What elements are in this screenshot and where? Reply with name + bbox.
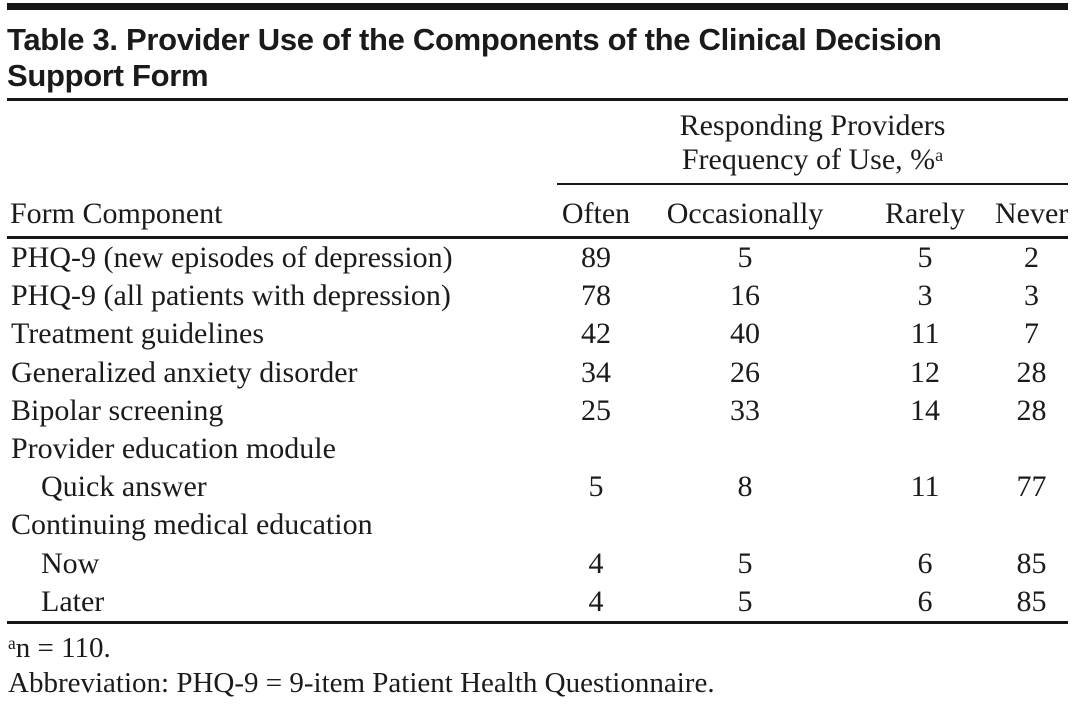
row-label: PHQ-9 (new episodes of depression) bbox=[11, 241, 453, 274]
cell-value bbox=[557, 506, 635, 544]
cell-value bbox=[855, 506, 995, 544]
cell-value bbox=[855, 430, 995, 468]
cell-value: 2 bbox=[1023, 241, 1039, 274]
spanner-footnote-marker: a bbox=[935, 144, 944, 165]
cell-value: 3 bbox=[1023, 279, 1039, 313]
cell-value: 77 bbox=[1016, 470, 1047, 504]
table-head bbox=[7, 101, 1068, 238]
table-row bbox=[7, 277, 1068, 315]
row-label: Later bbox=[41, 584, 105, 618]
table-title-line1: Table 3. Provider Use of the Components of the Clinical Decision bbox=[7, 22, 942, 57]
table-row bbox=[7, 354, 1068, 392]
row-label: Now bbox=[41, 546, 100, 580]
cell-value bbox=[635, 430, 855, 468]
column-group-spanner bbox=[557, 101, 1068, 184]
cell-value: 5 bbox=[917, 241, 933, 274]
cell-value: 16 bbox=[730, 279, 761, 313]
spanner-row bbox=[7, 101, 1068, 184]
cell-value: 3 bbox=[917, 279, 933, 313]
table-row bbox=[7, 392, 1068, 430]
footnote-n bbox=[7, 631, 1068, 666]
cell-value: 6 bbox=[917, 584, 933, 618]
footnote-abbreviation-text: Abbreviation: PHQ-9 = 9-item Patient Health Questionnaire. bbox=[8, 667, 715, 700]
cell-value: 8 bbox=[737, 470, 753, 504]
table-body bbox=[7, 238, 1068, 622]
row-label: PHQ-9 (all patients with depression) bbox=[11, 279, 451, 313]
table-row bbox=[7, 238, 1068, 278]
cell-value: 28 bbox=[1016, 393, 1047, 427]
cell-value: 42 bbox=[581, 317, 612, 351]
footnotes-block bbox=[7, 624, 1068, 706]
table-row bbox=[7, 545, 1068, 583]
table-title-line2: Support Form bbox=[7, 58, 209, 93]
footnote-marker-a: a bbox=[8, 633, 16, 654]
column-header-occasionally: Occasionally bbox=[635, 184, 855, 238]
cell-value: 11 bbox=[910, 470, 940, 504]
table-row bbox=[7, 468, 1068, 506]
table-row bbox=[7, 583, 1068, 621]
column-header-form-component: Form Component bbox=[7, 184, 557, 238]
cell-value: 85 bbox=[1016, 546, 1047, 580]
table-figure bbox=[7, 3, 1068, 706]
cell-value: 89 bbox=[581, 241, 612, 274]
spanner-line2 bbox=[557, 143, 1068, 177]
cell-value: 5 bbox=[737, 584, 753, 618]
cell-value: 7 bbox=[1023, 317, 1039, 351]
cell-value: 34 bbox=[581, 355, 612, 389]
column-header-row bbox=[7, 184, 1068, 238]
cell-value: 5 bbox=[737, 241, 753, 274]
cell-value bbox=[557, 430, 635, 468]
row-label: Quick answer bbox=[41, 470, 207, 504]
cell-value bbox=[635, 506, 855, 544]
cell-value: 28 bbox=[1016, 355, 1047, 389]
cell-value bbox=[995, 430, 1068, 468]
cell-value bbox=[995, 506, 1068, 544]
row-label: Generalized anxiety disorder bbox=[11, 355, 358, 389]
cell-value: 33 bbox=[730, 393, 761, 427]
footnote-n-text: n = 110. bbox=[15, 632, 111, 665]
cell-value: 12 bbox=[910, 355, 941, 389]
spanner-line1: Responding Providers bbox=[679, 109, 946, 142]
cell-value: 5 bbox=[588, 470, 604, 504]
cell-value: 25 bbox=[581, 393, 612, 427]
table-title bbox=[7, 22, 1068, 94]
row-label: Continuing medical education bbox=[11, 508, 373, 542]
table-row bbox=[7, 430, 1068, 468]
column-header-rarely: Rarely bbox=[855, 184, 995, 238]
row-label: Bipolar screening bbox=[11, 393, 224, 427]
table-row bbox=[7, 315, 1068, 353]
cell-value: 85 bbox=[1016, 584, 1047, 618]
row-label: Provider education module bbox=[11, 432, 336, 466]
table-row bbox=[7, 506, 1068, 544]
cell-value: 26 bbox=[730, 355, 761, 389]
cell-value: 14 bbox=[910, 393, 941, 427]
spanner-line2-text: Frequency of Use, % bbox=[681, 143, 936, 176]
cell-value: 4 bbox=[588, 546, 604, 580]
cell-value: 78 bbox=[581, 279, 612, 313]
cell-value: 5 bbox=[737, 546, 753, 580]
column-header-never: Never bbox=[995, 184, 1068, 238]
cell-value: 11 bbox=[910, 317, 940, 351]
cell-value: 40 bbox=[730, 317, 761, 351]
column-header-often: Often bbox=[557, 184, 635, 238]
provider-use-table bbox=[7, 101, 1068, 621]
spanner-empty-corner bbox=[7, 101, 557, 184]
cell-value: 6 bbox=[917, 546, 933, 580]
row-label: Treatment guidelines bbox=[11, 317, 265, 351]
top-rule-bar bbox=[7, 3, 1068, 10]
footnote-abbreviation bbox=[7, 666, 1068, 701]
cell-value: 4 bbox=[588, 584, 604, 618]
